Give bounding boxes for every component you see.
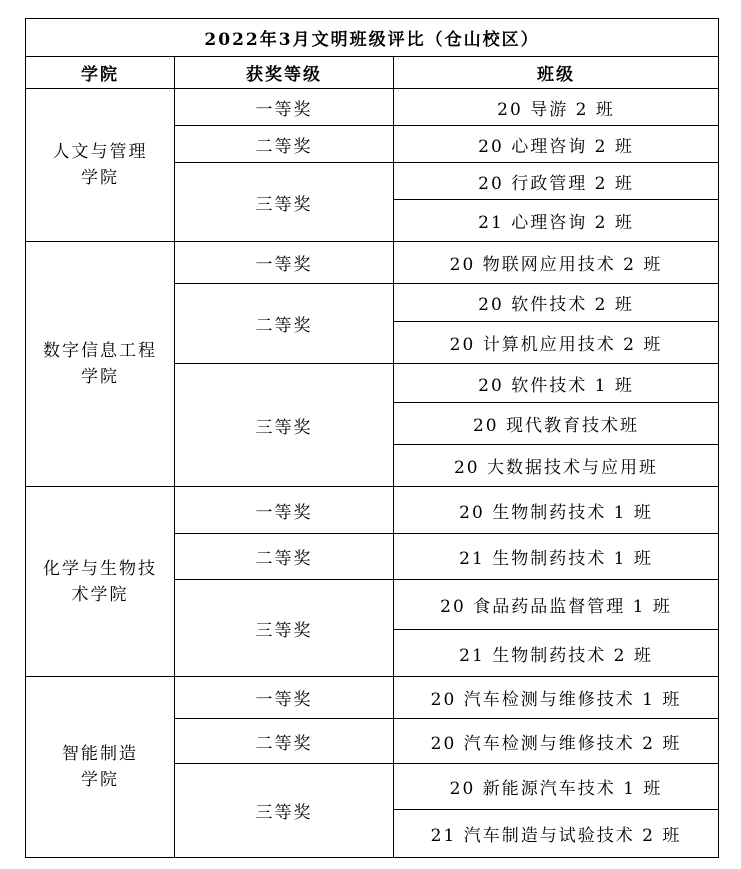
award-level-cell: 一等奖	[175, 89, 394, 126]
class-name-cell: 20 导游 2 班	[394, 89, 719, 126]
award-level-cell: 三等奖	[175, 764, 394, 858]
college-name-line: 术学院	[71, 584, 129, 605]
title-row	[26, 19, 719, 57]
table-row	[26, 487, 719, 534]
college-cell	[26, 487, 175, 677]
header-level: 获奖等级	[175, 57, 394, 89]
award-level-cell: 三等奖	[175, 580, 394, 677]
class-name-cell: 20 汽车检测与维修技术 1 班	[394, 677, 719, 719]
class-name-cell: 20 大数据技术与应用班	[394, 445, 719, 487]
header-college: 学院	[26, 57, 175, 89]
award-table	[25, 18, 719, 858]
award-level-cell: 二等奖	[175, 126, 394, 163]
header-row	[26, 57, 719, 89]
award-level-cell: 一等奖	[175, 677, 394, 719]
college-name-line: 学院	[81, 168, 119, 188]
college-name-line: 学院	[81, 770, 119, 790]
college-name-line: 智能制造	[62, 744, 138, 764]
college-cell	[26, 242, 175, 487]
table-row	[26, 242, 719, 284]
class-name-cell: 20 汽车检测与维修技术 2 班	[394, 719, 719, 764]
class-name-cell: 20 行政管理 2 班	[394, 163, 719, 200]
class-name-cell: 20 软件技术 1 班	[394, 364, 719, 403]
class-name-cell: 20 心理咨询 2 班	[394, 126, 719, 163]
award-level-cell: 一等奖	[175, 487, 394, 534]
award-level-cell: 二等奖	[175, 284, 394, 364]
class-name-cell: 20 现代教育技术班	[394, 403, 719, 445]
class-name-cell: 21 生物制药技术 1 班	[394, 534, 719, 580]
class-name-cell: 20 食品药品监督管理 1 班	[394, 580, 719, 630]
college-name-line: 学院	[81, 367, 119, 387]
class-name-cell: 21 汽车制造与试验技术 2 班	[394, 810, 719, 858]
class-name-cell: 20 生物制药技术 1 班	[394, 487, 719, 534]
class-name-cell: 20 计算机应用技术 2 班	[394, 322, 719, 364]
award-level-cell: 三等奖	[175, 364, 394, 487]
table-title: 2022年3月文明班级评比（仓山校区）	[26, 19, 719, 57]
table-row	[26, 677, 719, 719]
award-level-cell: 一等奖	[175, 242, 394, 284]
award-level-cell: 二等奖	[175, 719, 394, 764]
class-name-cell: 21 心理咨询 2 班	[394, 200, 719, 242]
college-name-line: 数字信息工程	[43, 341, 157, 361]
college-cell	[26, 89, 175, 242]
class-name-cell: 21 生物制药技术 2 班	[394, 630, 719, 677]
college-name-line: 化学与生物技	[43, 558, 157, 579]
class-name-cell: 20 软件技术 2 班	[394, 284, 719, 322]
class-name-cell: 20 新能源汽车技术 1 班	[394, 764, 719, 810]
college-name-line: 人文与管理	[52, 142, 148, 162]
header-class: 班级	[394, 57, 719, 89]
college-cell	[26, 677, 175, 858]
award-level-cell: 三等奖	[175, 163, 394, 242]
table-body	[26, 89, 719, 858]
class-name-cell: 20 物联网应用技术 2 班	[394, 242, 719, 284]
award-level-cell: 二等奖	[175, 534, 394, 580]
table-row	[26, 89, 719, 126]
